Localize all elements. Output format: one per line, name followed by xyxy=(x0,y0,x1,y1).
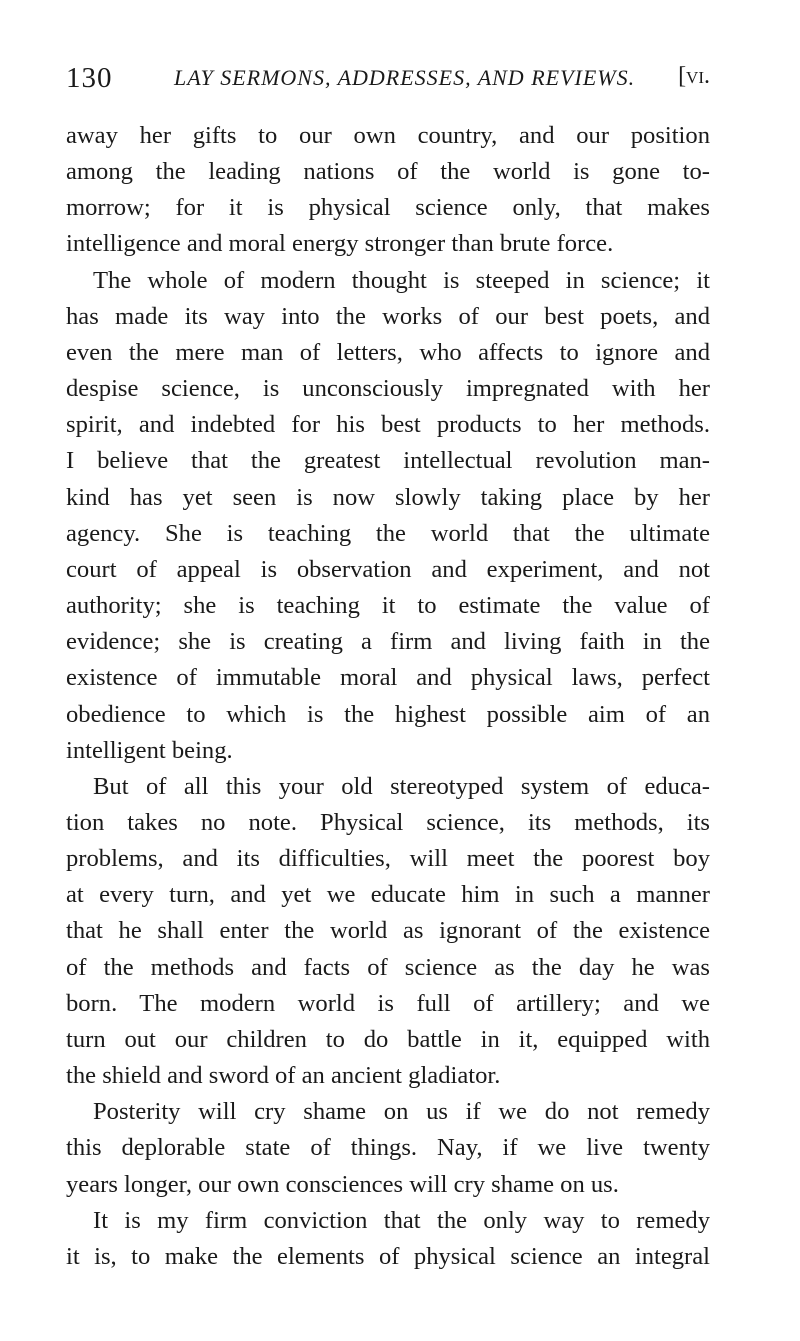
text-line: morrow; for it is physical science only, that makes xyxy=(66,194,710,222)
text-line: tion takes no note. Physical science, its methods, its xyxy=(66,808,710,836)
text-line: this deplorable state of things. Nay, if we live twenty xyxy=(66,1134,710,1162)
text-line: I believe that the greatest intellectual revolution man- xyxy=(66,447,710,475)
running-title: LAY SERMONS, ADDRESSES, AND REVIEWS. xyxy=(174,65,636,90)
text-line: turn out our children to do battle in it, equipped with xyxy=(66,1025,710,1053)
text-line: intelligent being. xyxy=(66,736,233,764)
text-line: despise science, is unconsciously impregnated with her xyxy=(66,375,710,403)
running-header xyxy=(66,62,710,102)
paragraph-start-line: Posterity will cry shame on us if we do not remedy xyxy=(93,1098,710,1126)
text-line: spirit, and indebted for his best products to her methods. xyxy=(66,411,710,439)
text-line: among the leading nations of the world is gone to- xyxy=(66,158,710,186)
text-line: it is, to make the elements of physical science an integral xyxy=(66,1242,710,1270)
text-line: evidence; she is creating a firm and living faith in the xyxy=(66,628,710,656)
text-line: authority; she is teaching it to estimate the value of xyxy=(66,592,710,620)
text-line: that he shall enter the world as ignorant of the existence xyxy=(66,917,710,945)
body-text xyxy=(66,118,710,1275)
text-line: problems, and its difficulties, will meet the poorest boy xyxy=(66,845,710,873)
text-line: court of appeal is observation and experiment, and not xyxy=(66,555,710,583)
paragraph-start-line: But of all this your old stereotyped system of educa- xyxy=(93,772,710,800)
text-line: intelligence and moral energy stronger than brute force. xyxy=(66,230,614,258)
paragraph-start-line: The whole of modern thought is steeped in science; it xyxy=(93,266,710,294)
text-line: at every turn, and yet we educate him in such a manner xyxy=(66,881,710,909)
text-line: has made its way into the works of our best poets, and xyxy=(66,302,710,330)
text-line: even the mere man of letters, who affects to ignore and xyxy=(66,338,710,366)
text-line: kind has yet seen is now slowly taking place by her xyxy=(66,483,710,511)
text-line: obedience to which is the highest possible aim of an xyxy=(66,700,710,728)
text-line: of the methods and facts of science as the day he was xyxy=(66,953,710,981)
text-line: the shield and sword of an ancient gladiator. xyxy=(66,1062,501,1090)
text-line: born. The modern world is full of artillery; and we xyxy=(66,989,710,1017)
text-line: away her gifts to our own country, and our position xyxy=(66,122,710,149)
text-line: agency. She is teaching the world that the ultimate xyxy=(66,519,710,547)
text-line: existence of immutable moral and physical laws, perfect xyxy=(66,664,710,692)
section-mark: [vi. xyxy=(678,63,710,89)
page-number: 130 xyxy=(66,62,113,94)
text-line: years longer, our own consciences will cry shame on us. xyxy=(66,1170,619,1198)
paragraph-start-line: It is my firm conviction that the only way to remedy xyxy=(93,1206,710,1234)
